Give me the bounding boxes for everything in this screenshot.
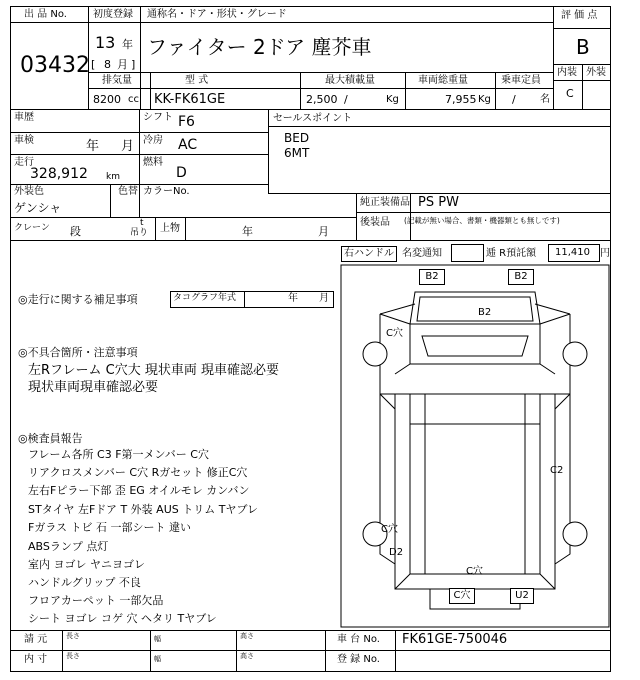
top-month-unit: 月 <box>318 225 329 238</box>
defects-title: ◎不具合箇所・注意事項 <box>18 346 138 359</box>
tag-c-hole-rear: C穴 <box>449 588 475 604</box>
ac-label: 冷房 <box>143 135 163 146</box>
crane-unit: 段 <box>70 225 81 238</box>
reg-month: 8 <box>104 58 111 71</box>
tag-c-hole-bottom: C穴 <box>466 566 483 577</box>
max-load-unit: Kg <box>386 94 399 105</box>
capacity-unit: 名 <box>540 94 550 105</box>
inspector-title: ◎検査員報告 <box>18 432 83 445</box>
odo-change-label: 名変通知 <box>402 248 442 259</box>
max-load: 2,500 <box>306 93 338 106</box>
displacement-label: 排気量 <box>102 75 132 86</box>
inspector-line-5: Fガラス トビ 石 一部シート 違い <box>28 521 191 534</box>
repair-height-label: 高さ <box>240 632 254 640</box>
inspection-month-unit: 月 <box>121 139 135 154</box>
repair-width-label: 幅 <box>154 635 161 643</box>
gross-weight-label: 車両総重量 <box>418 75 468 86</box>
name-label: 通称名・ドア・形状・グレード <box>147 9 287 20</box>
inspector-line-7: 室内 ヨゴレ ヤニヨゴレ <box>28 558 145 571</box>
tag-d2: D2 <box>389 547 404 558</box>
defect-line-2: 現状車両現車確認必要 <box>28 380 159 395</box>
tag-c-hole-top: C穴 <box>386 328 403 339</box>
model-label: 型 式 <box>185 75 209 86</box>
inspector-line-3: 左右Fピラー下部 歪 EG オイルモレ カンバン <box>28 484 250 497</box>
defect-line-1: 左Rフレーム C穴大 現状車両 現車確認必要 <box>28 363 279 378</box>
chassis-number: FK61GE-750046 <box>402 632 508 647</box>
top-year-unit: 年 <box>242 225 253 238</box>
repair-label: 請 元 <box>24 634 48 645</box>
displacement: 8200 <box>93 93 121 106</box>
exterior-label: 外装 <box>586 67 606 78</box>
retrofit-label: 後装品 <box>360 217 390 228</box>
driving-title: ◎走行に関する補足事項 <box>18 293 138 306</box>
equipment-label: 純正装備品 <box>360 197 410 208</box>
history-label: 車歴 <box>14 112 34 123</box>
sales-line-2: 6MT <box>284 146 310 160</box>
interior-width-label: 幅 <box>154 655 161 663</box>
steering: 右ハンドル <box>344 248 394 259</box>
tach-year-unit: 年 <box>288 293 298 304</box>
grade-label: 評 価 点 <box>561 10 598 21</box>
ext-color-label: 外装色 <box>14 186 44 197</box>
repair-length-label: 長さ <box>66 632 80 640</box>
inspector-line-1: フレーム各所 C3 F第一メンバー C穴 <box>28 448 209 461</box>
crane-t: t <box>140 218 144 228</box>
inspector-line-4: STタイヤ 左Fドア T 外装 AUS トリム Tヤブレ <box>28 503 259 516</box>
retrofit-note: (記載が無い場合、書類・機器類とも無しです) <box>404 216 560 225</box>
color-no-label: カラーNo. <box>143 186 190 197</box>
lot-number: 03432 <box>20 53 90 78</box>
inspector-line-10: シート ヨゴレ コゲ 穴 ヘタリ Tヤブレ <box>28 612 217 625</box>
interior-grade: C <box>566 87 574 100</box>
inspection-label: 車検 <box>14 135 34 146</box>
recycle-unit: 円 <box>600 248 610 259</box>
inspection-year-unit: 年 <box>86 139 100 154</box>
overall-grade: B <box>576 35 590 59</box>
interior-label: 内装 <box>557 67 577 78</box>
capacity-label: 乗車定員 <box>501 75 541 86</box>
equipment-value: PS PW <box>418 195 459 210</box>
reg-no-label: 登 録 No. <box>337 654 380 665</box>
displacement-unit: cc <box>128 94 139 105</box>
chassis-label: 車 台 No. <box>337 634 380 645</box>
ac-value: AC <box>178 137 198 153</box>
mileage-unit: km <box>106 172 120 182</box>
reg-month-unit: 月 <box>117 58 128 71</box>
fuel-value: D <box>176 165 187 181</box>
recycle-amount: 11,410 <box>555 247 590 258</box>
interior-length-label: 長さ <box>66 652 80 660</box>
gross-weight-unit: Kg <box>478 94 491 105</box>
model-code: KK-FK61GE <box>154 92 226 107</box>
tag-u2: U2 <box>510 588 534 604</box>
shift-value: F6 <box>178 114 195 130</box>
lot-label: 出 品 No. <box>24 9 67 20</box>
reg-year: 13 <box>95 33 116 52</box>
mileage-value: 328,912 <box>30 166 88 182</box>
inspector-line-9: フロアカーペット 一部欠品 <box>28 594 164 607</box>
inspector-line-6: ABSランプ 点灯 <box>28 540 109 553</box>
top-label: 上物 <box>160 223 180 234</box>
tag-c-hole-left: C穴 <box>381 524 398 535</box>
ext-color-value: ゲンシャ <box>14 201 62 215</box>
tag-c2: C2 <box>550 465 564 476</box>
interior-size-label: 内 寸 <box>24 654 48 665</box>
mileage-label: 走行 <box>14 157 34 168</box>
first-reg-label: 初度登録 <box>93 9 133 20</box>
tag-b2-left: B2 <box>419 269 445 285</box>
max-load-label: 最大積載量 <box>325 75 375 86</box>
inspector-line-2: リアクロスメンバー C穴 Rガセット 修正C穴 <box>28 466 248 479</box>
recycle-label: 逓 R預託額 <box>486 248 537 259</box>
reg-year-unit: 年 <box>122 38 133 51</box>
tach-month-unit: 月 <box>319 293 329 304</box>
interior-height-label: 高さ <box>240 652 254 660</box>
shift-label: シフト <box>143 112 173 123</box>
fuel-label: 燃料 <box>143 157 163 168</box>
tag-b2-center: B2 <box>478 307 492 318</box>
sales-line-1: BED <box>284 131 310 145</box>
sales-title: セールスポイント <box>273 113 353 124</box>
tag-b2-right: B2 <box>508 269 534 285</box>
model-name: ファイター 2ドア 塵芥車 <box>147 35 372 59</box>
crane-hook: 吊り <box>130 228 149 238</box>
tachograph-label: タコグラフ年式 <box>173 293 237 303</box>
color-change-label: 色替 <box>118 186 138 197</box>
inspector-line-8: ハンドルグリップ 不良 <box>28 576 141 589</box>
crane-label: クレーン <box>14 223 50 233</box>
gross-weight: 7,955 <box>445 93 477 106</box>
